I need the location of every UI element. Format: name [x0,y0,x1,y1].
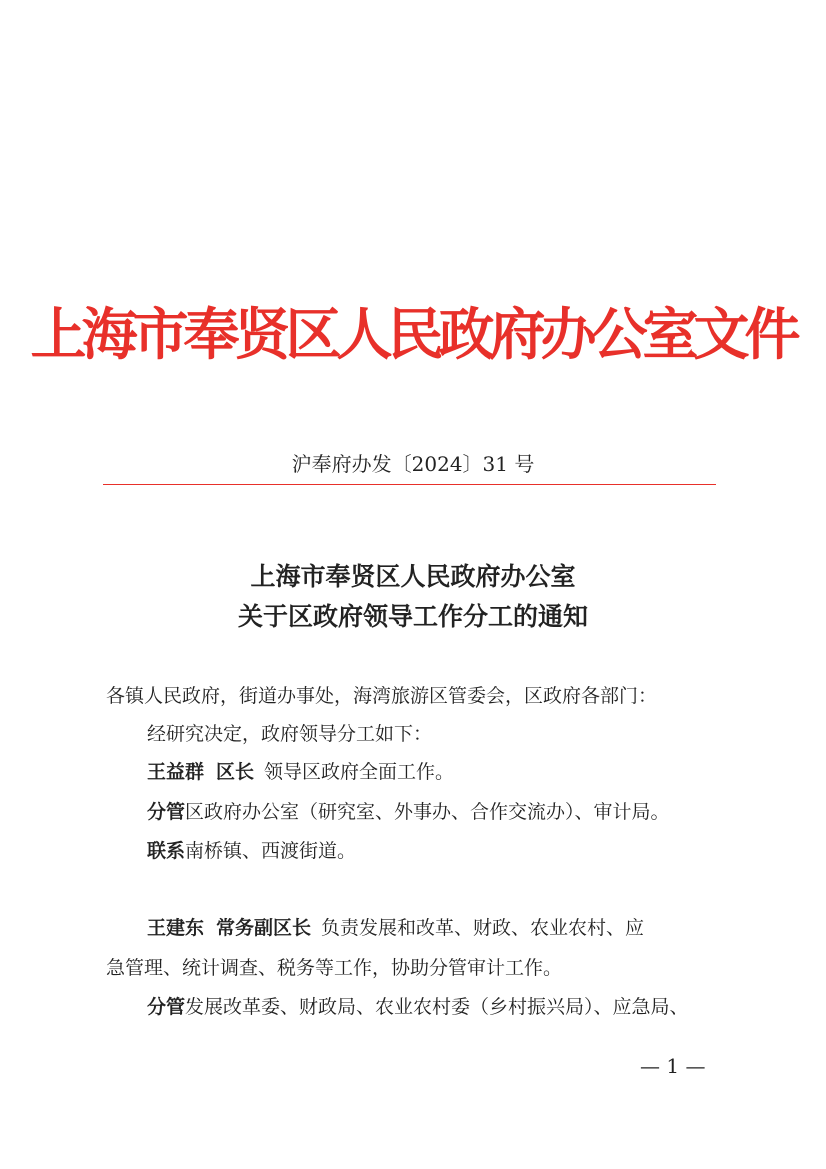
leader-1-duty: 领导区政府全面工作。 [264,761,455,783]
leader-1-oversee [147,794,670,830]
leader-1-name: 王益群 [147,761,205,783]
document-org-header: 上海市奉贤区人民政府办公室文件 [30,303,796,368]
leader-2-duty-line-1: 负责发展和改革、财政、农业农村、应 [321,917,645,939]
leader-2-heading [147,910,644,946]
leader-1-liaison-text: 南桥镇、西渡街道。 [185,840,357,862]
document-number: 沪奉府办发〔2024〕31 号 [291,452,535,476]
leader-2-oversee-text: 发展改革委、财政局、农业农村委（乡村振兴局）、应急局、 [185,996,689,1018]
leader-2-duty-line-2: 急管理、统计调查、税务等工作，协助分管审计工作。 [106,957,563,979]
page-number: — 1 — [640,1054,706,1078]
document-title-line-1: 上海市奉贤区人民政府办公室 [250,562,576,591]
leader-2-oversee-label: 分管 [147,996,186,1018]
leader-1-oversee-label: 分管 [147,801,186,823]
leader-1-position: 区长 [216,761,255,783]
addressee-line: 各镇人民政府，街道办事处，海湾旅游区管委会，区政府各部门： [106,685,658,707]
leader-1-liaison [147,833,356,869]
leader-2-position: 常务副区长 [216,917,312,939]
leader-2-name: 王建东 [147,917,205,939]
red-divider-line [103,484,716,485]
leader-1-oversee-text: 区政府办公室（研究室、外事办、合作交流办）、审计局。 [185,801,670,823]
document-title-line-2: 关于区政府领导工作分工的通知 [237,602,588,631]
leader-2-oversee [147,989,689,1025]
leader-1-heading [147,754,454,790]
leader-1-liaison-label: 联系 [147,840,186,862]
intro-paragraph: 经研究决定，政府领导分工如下： [147,723,433,745]
